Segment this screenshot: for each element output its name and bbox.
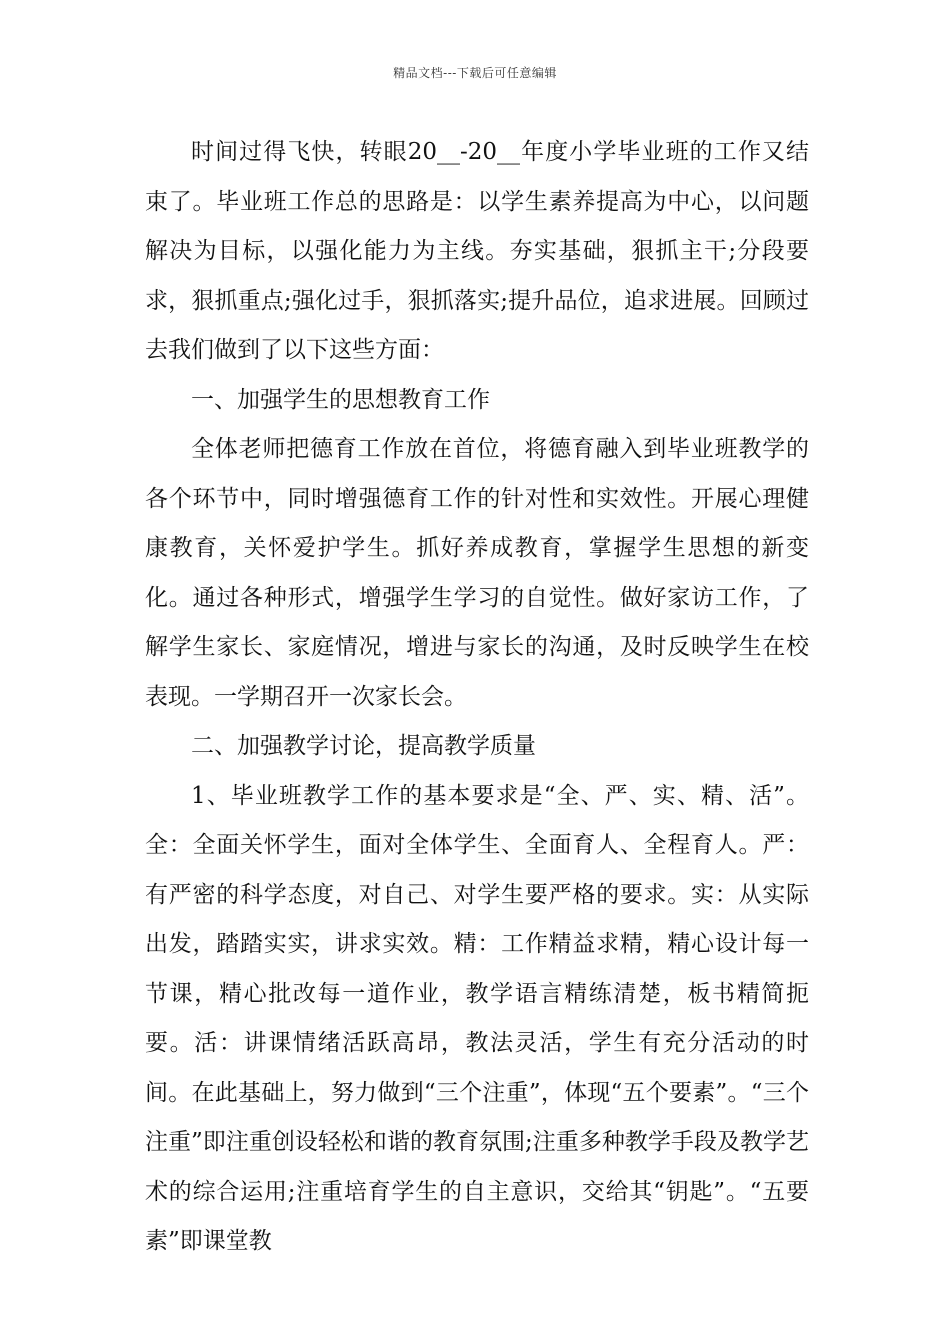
- section-heading-2: 二、加强教学讨论，提高教学质量: [191, 733, 536, 759]
- section-1-paragraph: 全体老师把德育工作放在首位，将德育融入到毕业班教学的各个环节中，同时增强德育工作的针对性和实效性。开展心理健康教育，关怀爱护学生。抓好养成教育，掌握学生思想的新变化。通过各种形式，增强学生学习的自觉性。做好家访工作，了解学生家长、家庭情况，增进与家长的沟通，及时反映学生在校表现。一学期召开一次家长会。: [145, 436, 809, 710]
- intro-paragraph: 时间过得飞快，转眼20__-20__年度小学毕业班的工作又结束了。毕业班工作总的思路是：以学生素养提高为中心，以问题解决为目标，以强化能力为主线。夯实基础，狠抓主干;分段要求，狠抓重点;强化过手，狠抓落实;提升品位，追求进展。回顾过去我们做到了以下这些方面：: [145, 139, 809, 363]
- section-2-paragraph: 1、毕业班教学工作的基本要求是“全、严、实、精、活”。全：全面关怀学生，面对全体学生、全面育人、全程育人。严：有严密的科学态度，对自己、对学生要严格的要求。实：从实际出发，踏踏实实，讲求实效。精：工作精益求精，精心设计每一节课，精心批改每一道作业，教学语言精练清楚，板书精简扼要。活：讲课情绪活跃高昂，教法灵活，学生有充分活动的时间。在此基础上，努力做到“三个注重”，体现“五个要素”。“三个注重”即注重创设轻松和谐的教育氛围;注重多种教学手段及教学艺术的综合运用;注重培育学生的自主意识，交给其“钥匙”。“五要素”即课堂教: [145, 782, 809, 1254]
- section-heading-1: 一、加强学生的思想教育工作: [191, 386, 490, 413]
- page-header: 精品文档---下载后可任意编辑: [393, 66, 557, 80]
- document-body: [145, 128, 809, 1267]
